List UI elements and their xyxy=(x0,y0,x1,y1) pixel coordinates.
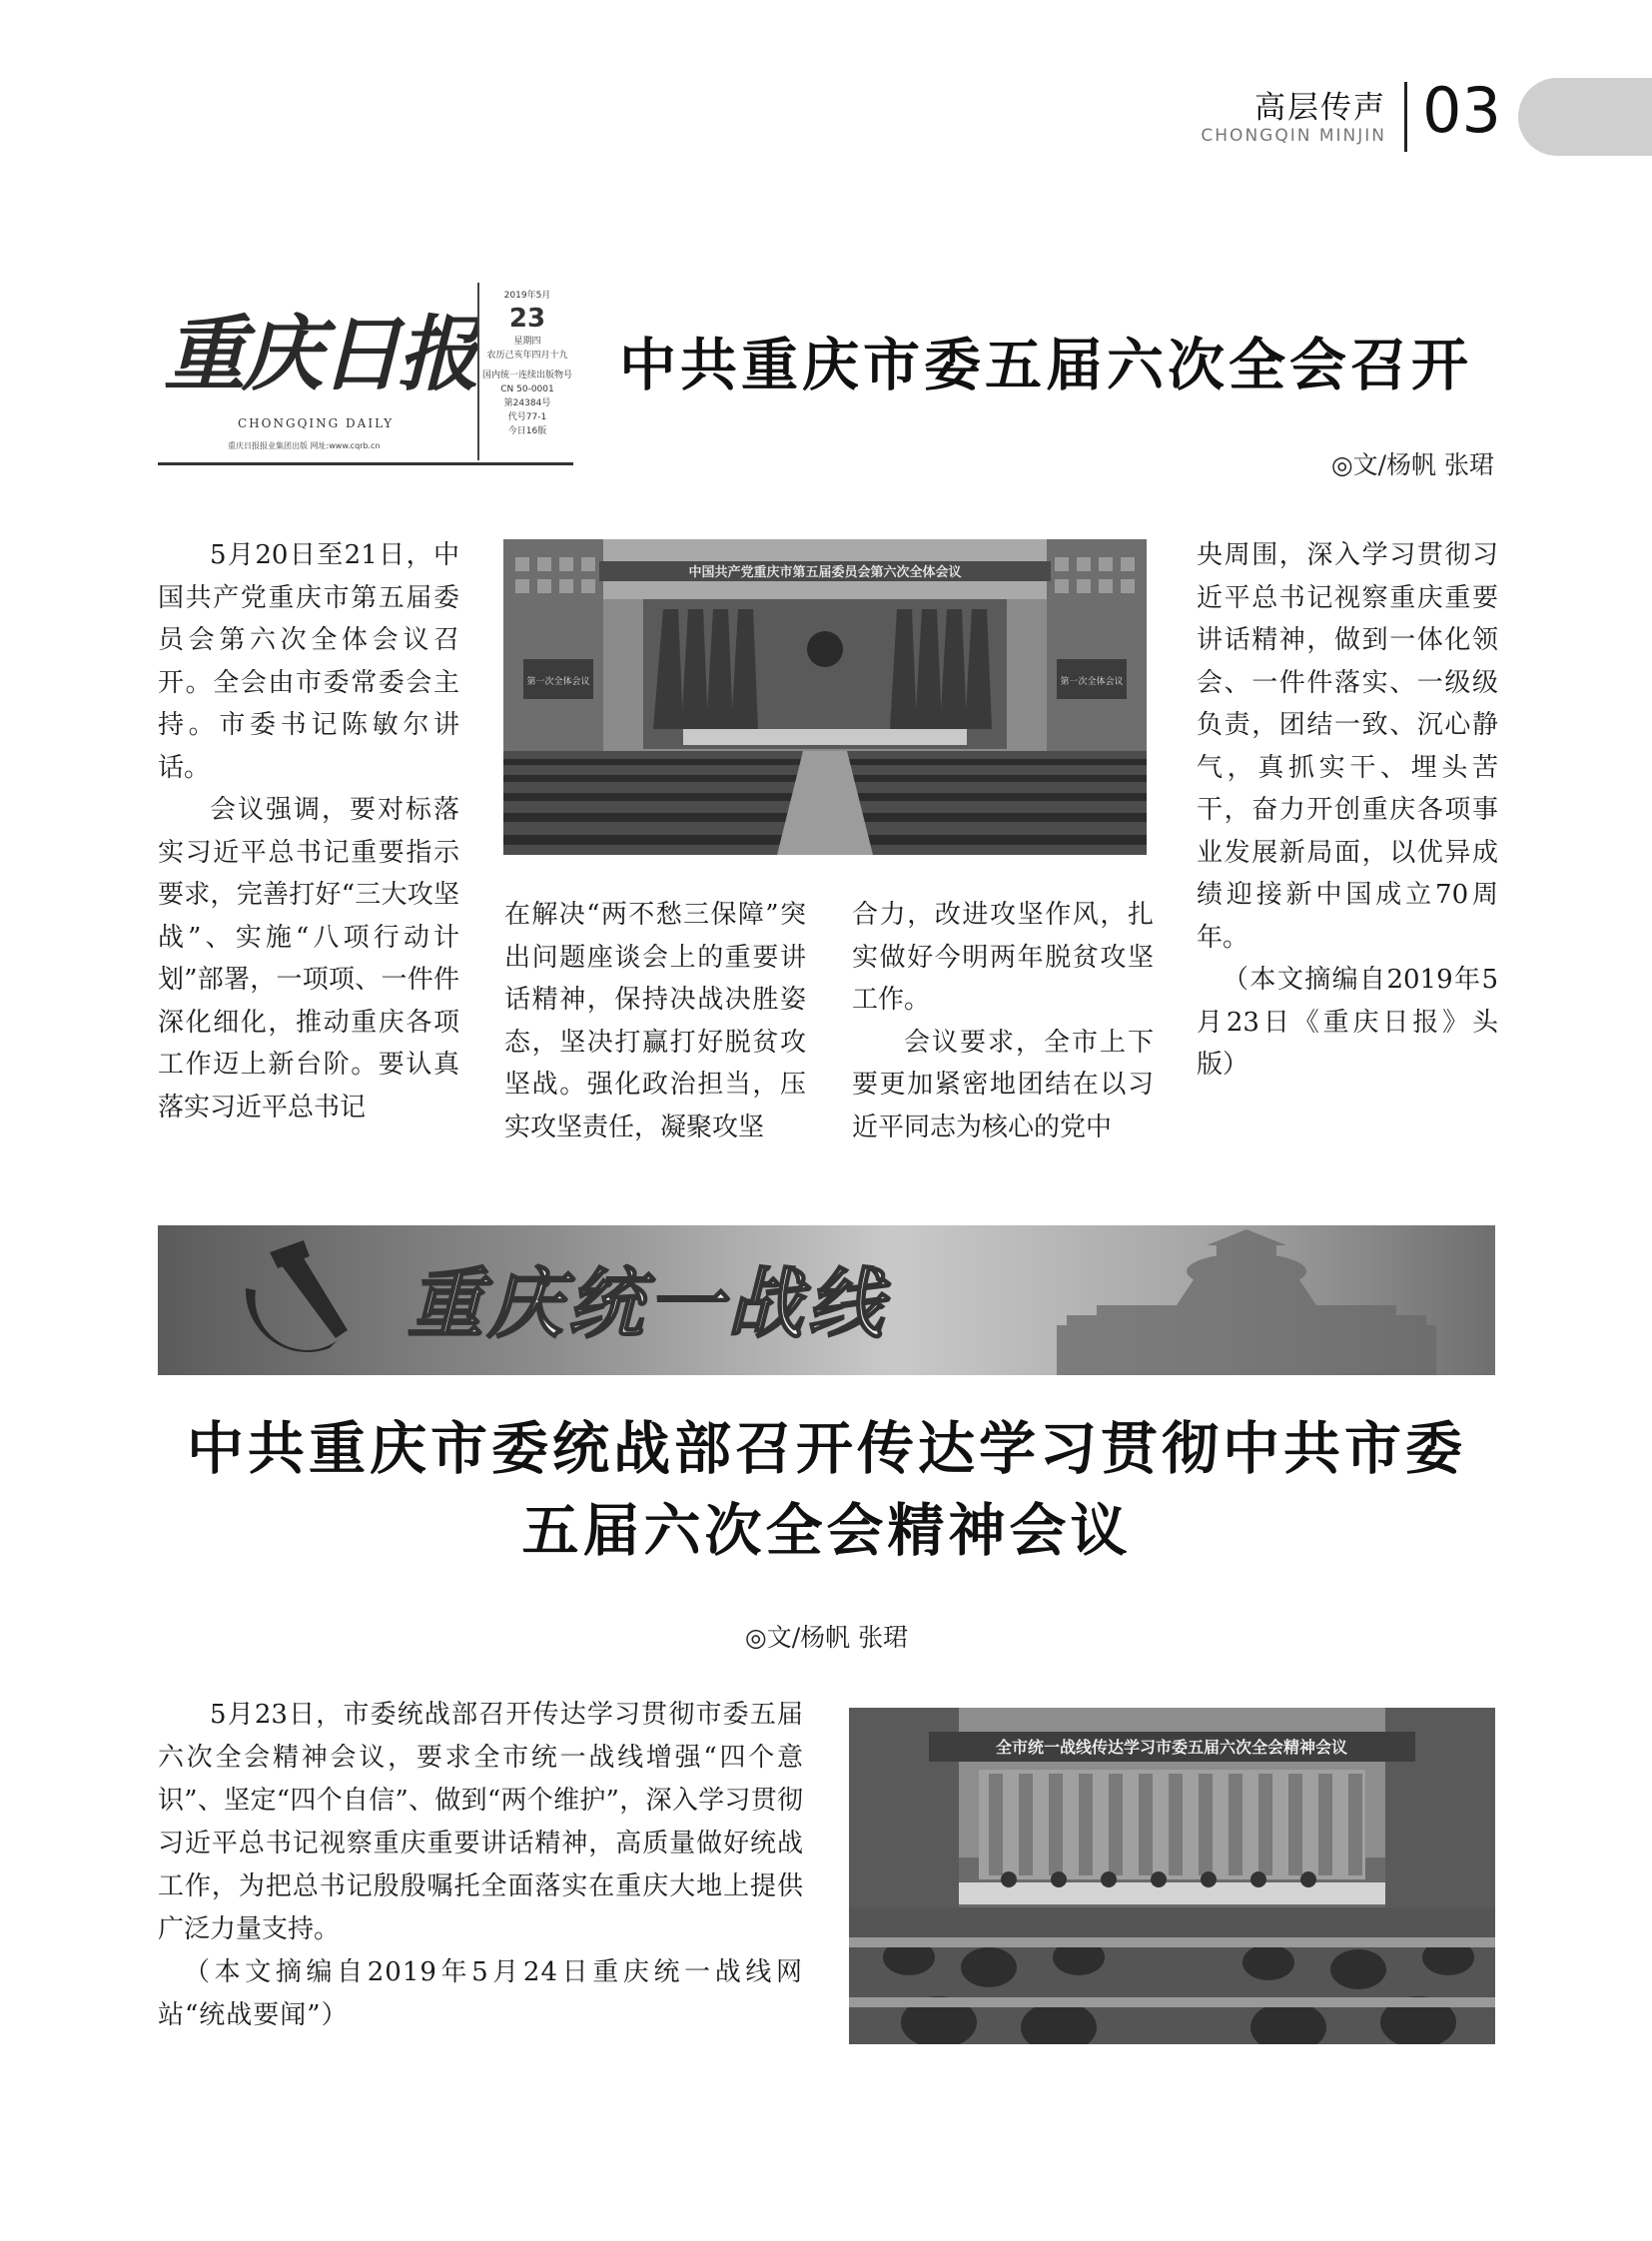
article1-para-3: 在解决“两不愁三保障”突出问题座谈会上的重要讲话精神，保持决战决胜姿态，坚决打赢打好脱贫攻坚战。强化政治担当，压实攻坚责任，凝聚攻坚 xyxy=(504,900,806,1142)
masthead-issue-no: 第24384号 xyxy=(503,398,551,408)
article1-column-4 xyxy=(1197,534,1498,1087)
banner-text: 重庆统一战线 xyxy=(408,1259,887,1348)
photo1-screen-left: 第一次全体会议 xyxy=(526,677,590,687)
united-front-meeting-photo xyxy=(849,1708,1495,2044)
hammer-sickle-icon xyxy=(246,1240,348,1352)
article1-para-6: 央周围，深入学习贯彻习近平总书记视察重庆重要讲话精神，做到一体化领会、一件件落实、一级级负责，团结一致、沉心静气，真抓实干、埋头苦干，奋力开创重庆各项事业发展新局面，以优异成绩迎接新中国成立70周年。 xyxy=(1197,540,1498,953)
article1-column-1 xyxy=(158,534,459,1128)
article2-title-line2: 五届六次全会精神会议 xyxy=(521,1497,1132,1564)
article1-para-1: 5月20日至21日，中国共产党重庆市第五届委员会第六次全体会议召开。全会由市委常委会主持。市委书记陈敏尔讲话。 xyxy=(158,540,459,783)
masthead-publisher: 重庆日报报业集团出版 网址:www.cqrb.cn xyxy=(228,441,381,450)
great-hall-silhouette xyxy=(1057,1229,1436,1375)
masthead-pages: 今日16版 xyxy=(507,426,547,436)
masthead-logo xyxy=(158,283,477,412)
section-subtitle: CHONGQIN MINJIN xyxy=(1201,126,1386,146)
article1-source: （本文摘编自2019年5月23日《重庆日报》头版） xyxy=(1197,965,1498,1080)
article2-title-line1: 中共重庆市委统战部召开传达学习贯彻中共市委 xyxy=(187,1415,1466,1482)
newspaper-masthead xyxy=(158,283,573,465)
article2-body xyxy=(158,1694,803,2037)
united-front-banner xyxy=(158,1225,1495,1375)
article1-column-2 xyxy=(504,894,806,1148)
masthead-weekday: 星期四 xyxy=(513,337,541,347)
masthead-postal-code: 代号77-1 xyxy=(507,412,547,422)
masthead-day: 23 xyxy=(508,304,546,334)
header-divider xyxy=(1404,82,1407,152)
page-number: 03 xyxy=(1422,74,1501,147)
masthead-cn-code: CN 50-0001 xyxy=(500,384,554,394)
article1-para-2: 会议强调，要对标落实习近平总书记重要指示要求，完善打好“三大攻坚战”、实施“八项行动计划”部署，一项项、一件件深化细化，推动重庆各项工作迈上新台阶。要认真落实习近平总书记 xyxy=(158,795,459,1122)
section-title: 高层传声 xyxy=(1254,90,1386,126)
masthead-date-line: 2019年5月 xyxy=(503,291,551,301)
plenary-meeting-photo xyxy=(503,539,1147,855)
page-tab xyxy=(1518,78,1652,156)
photo1-screen-right: 第一次全体会议 xyxy=(1060,677,1124,687)
article1-column-3 xyxy=(852,894,1154,1148)
masthead-name-en: CHONGQING DAILY xyxy=(238,416,395,430)
article2-para-1: 5月23日，市委统战部召开传达学习贯彻市委五届六次全会精神会议，要求全市统一战线增强“四个意识”、坚定“四个自信”、做到“两个维护”，深入学习贯彻习近平总书记视察重庆重要讲话精神，高质量做好统战工作，为把总书记殷殷嘱托全面落实在重庆大地上提供广泛力量支持。 xyxy=(158,1700,803,1944)
article2-source: （本文摘编自2019年5月24日重庆统一战线网站“统战要闻”） xyxy=(158,1957,803,2030)
masthead-issn-label: 国内统一连续出版物号 xyxy=(481,371,572,380)
photo2-banner-text: 全市统一战线传达学习市委五届六次全会精神会议 xyxy=(995,1738,1348,1757)
article2-byline: ◎文/杨帆 张珺 xyxy=(744,1623,909,1652)
article1-para-4: 合力，改进攻坚作风，扎实做好今明两年脱贫攻坚工作。 xyxy=(852,900,1154,1015)
masthead-calligraphy: 重庆日报 xyxy=(164,307,475,402)
article1-title: 中共重庆市委五届六次全会召开 xyxy=(619,332,1472,398)
masthead-lunar: 农历己亥年四月十九 xyxy=(486,351,568,361)
article2-title xyxy=(158,1408,1495,1572)
article1-para-5: 会议要求，全市上下要更加紧密地团结在以习近平同志为核心的党中 xyxy=(852,1027,1154,1142)
masthead-date-box xyxy=(477,283,575,460)
photo1-banner-text: 中国共产党重庆市第五届委员会第六次全体会议 xyxy=(688,565,962,580)
article1-byline: ◎文/杨帆 张珺 xyxy=(1330,450,1494,479)
